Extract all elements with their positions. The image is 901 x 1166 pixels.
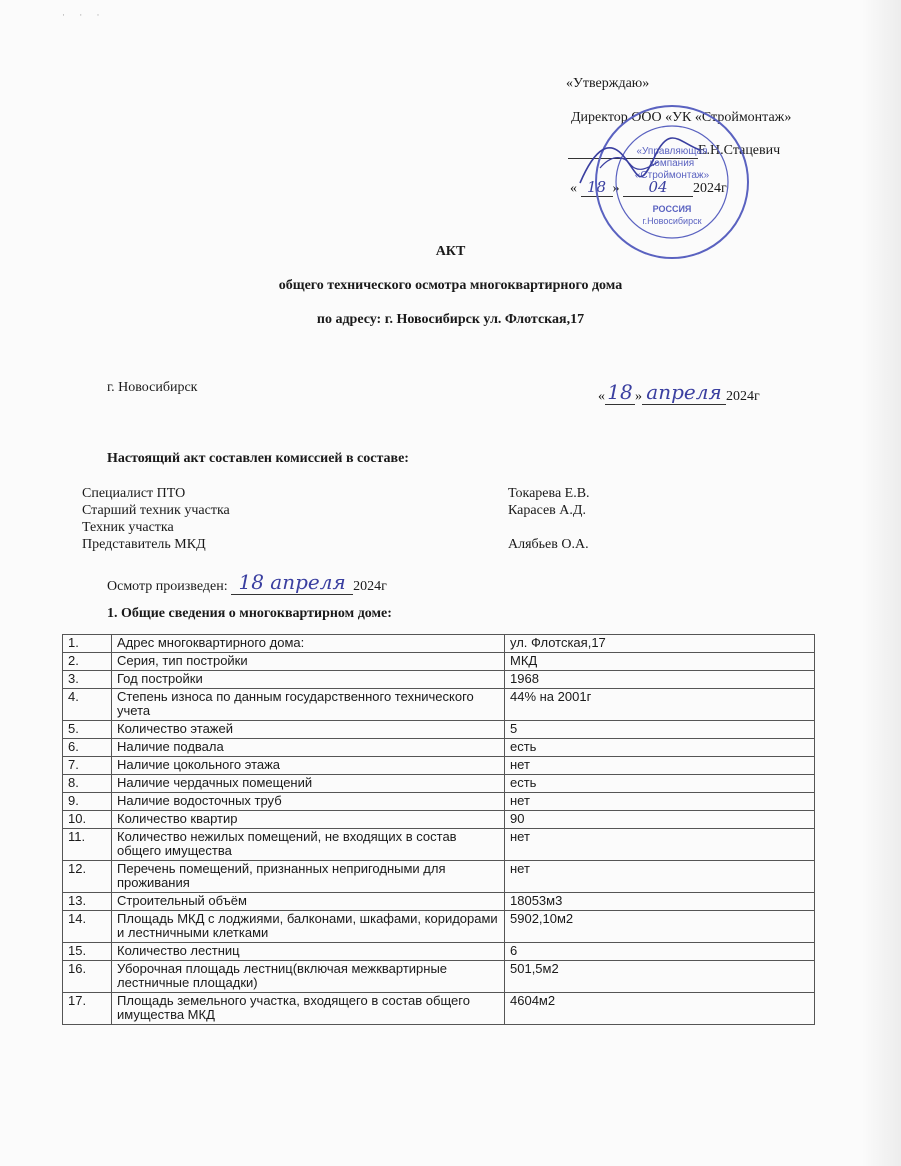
member-role-2: Старший техник участка	[82, 503, 230, 518]
table-row	[63, 775, 815, 793]
inspection-label: Осмотр произведен:	[107, 579, 228, 594]
inspection-date: 18 апреля	[231, 570, 353, 595]
table-row	[63, 689, 815, 721]
row-parameter: Количество этажей	[112, 721, 505, 739]
row-parameter: Наличие подвала	[112, 739, 505, 757]
table-row	[63, 893, 815, 911]
row-number: 3.	[63, 671, 112, 689]
table-row	[63, 671, 815, 689]
row-number: 5.	[63, 721, 112, 739]
row-value: нет	[505, 793, 815, 811]
row-number: 6.	[63, 739, 112, 757]
stamp-line2: компания	[649, 158, 695, 169]
table-row	[63, 861, 815, 893]
member-role-1: Специалист ПТО	[82, 486, 186, 501]
approval-month: 04	[623, 178, 693, 197]
row-value: есть	[505, 775, 815, 793]
table-row	[63, 653, 815, 671]
act-date	[598, 380, 760, 405]
stamp-country: РОССИЯ	[652, 204, 692, 214]
row-parameter: Количество лестниц	[112, 943, 505, 961]
member-name-4: Алябьев О.А.	[508, 537, 589, 552]
row-number: 15.	[63, 943, 112, 961]
act-address: по адресу: г. Новосибирск ул. Флотская,17	[316, 312, 585, 327]
table-row	[63, 911, 815, 943]
table-row	[63, 739, 815, 757]
approval-day: 18	[581, 178, 613, 197]
inspection-year: 2024г	[353, 579, 387, 594]
row-value: 44% на 2001г	[505, 689, 815, 721]
approval-year: 2024г	[693, 181, 727, 196]
row-value: 1968	[505, 671, 815, 689]
row-number: 7.	[63, 757, 112, 775]
act-date-day: 18	[605, 380, 635, 405]
act-title: АКТ	[435, 244, 466, 259]
table-row	[63, 943, 815, 961]
row-value: 18053м3	[505, 893, 815, 911]
member-role-4: Представитель МКД	[82, 537, 206, 552]
row-parameter: Строительный объём	[112, 893, 505, 911]
section-heading: 1. Общие сведения о многоквартирном доме:	[107, 606, 392, 621]
director-name: Е.Н.Стацевич	[698, 143, 781, 158]
row-number: 11.	[63, 829, 112, 861]
member-name-1: Токарева Е.В.	[508, 486, 590, 501]
row-number: 1.	[63, 635, 112, 653]
row-value: нет	[505, 861, 815, 893]
member-name-2: Карасев А.Д.	[508, 503, 586, 518]
row-value: 5902,10м2	[505, 911, 815, 943]
act-date-month: апреля	[642, 380, 726, 405]
scan-edge-shadow	[861, 0, 901, 1166]
row-parameter: Количество нежилых помещений, не входящих в состав общего имущества	[112, 829, 505, 861]
row-number: 13.	[63, 893, 112, 911]
act-subtitle: общего технического осмотра многоквартирного дома	[278, 278, 623, 293]
row-number: 9.	[63, 793, 112, 811]
building-info-table	[62, 634, 815, 1025]
row-value: 501,5м2	[505, 961, 815, 993]
stamp-line3: «Строймонтаж»	[634, 170, 710, 181]
act-date-year: 2024г	[726, 389, 760, 404]
table-row	[63, 721, 815, 739]
row-parameter: Перечень помещений, признанных непригодными для проживания	[112, 861, 505, 893]
row-parameter: Уборочная площадь лестниц(включая межквартирные лестничные площадки)	[112, 961, 505, 993]
row-value: 90	[505, 811, 815, 829]
row-number: 12.	[63, 861, 112, 893]
row-parameter: Серия, тип постройки	[112, 653, 505, 671]
table-row	[63, 993, 815, 1025]
stamp-line1: «Управляющая	[636, 146, 708, 157]
act-date-quote-close: »	[635, 389, 642, 404]
table-row	[63, 811, 815, 829]
row-value: МКД	[505, 653, 815, 671]
inspection-line	[107, 570, 387, 595]
row-value: 4604м2	[505, 993, 815, 1025]
act-date-quote-open: «	[598, 389, 605, 404]
row-value: 5	[505, 721, 815, 739]
row-value: ул. Флотская,17	[505, 635, 815, 653]
row-parameter: Адрес многоквартирного дома:	[112, 635, 505, 653]
director-position: Директор ООО «УК «Строймонтаж»	[571, 110, 792, 125]
row-number: 4.	[63, 689, 112, 721]
row-value: есть	[505, 739, 815, 757]
scan-artifact: · · ·	[62, 10, 106, 20]
date-quote-open: «	[570, 181, 577, 196]
date-quote-close: »	[612, 181, 620, 196]
row-number: 8.	[63, 775, 112, 793]
row-number: 10.	[63, 811, 112, 829]
commission-heading: Настоящий акт составлен комиссией в составе:	[107, 451, 409, 466]
row-parameter: Наличие цокольного этажа	[112, 757, 505, 775]
table-row	[63, 961, 815, 993]
row-number: 14.	[63, 911, 112, 943]
row-value: нет	[505, 757, 815, 775]
row-number: 2.	[63, 653, 112, 671]
director-signature	[570, 128, 710, 198]
row-parameter: Площадь земельного участка, входящего в состав общего имущества МКД	[112, 993, 505, 1025]
approve-label: «Утверждаю»	[566, 76, 650, 91]
row-value: 6	[505, 943, 815, 961]
table-row	[63, 829, 815, 861]
row-parameter: Наличие чердачных помещений	[112, 775, 505, 793]
row-parameter: Площадь МКД с лоджиями, балконами, шкафами, коридорами и лестничными клетками	[112, 911, 505, 943]
stamp-city: г.Новосибирск	[642, 216, 702, 226]
row-number: 16.	[63, 961, 112, 993]
row-parameter: Наличие водосточных труб	[112, 793, 505, 811]
row-parameter: Степень износа по данным государственного технического учета	[112, 689, 505, 721]
row-value: нет	[505, 829, 815, 861]
city-label: г. Новосибирск	[107, 380, 198, 395]
row-parameter: Количество квартир	[112, 811, 505, 829]
table-row	[63, 793, 815, 811]
row-number: 17.	[63, 993, 112, 1025]
table-row	[63, 635, 815, 653]
row-parameter: Год постройки	[112, 671, 505, 689]
table-row	[63, 757, 815, 775]
member-role-3: Техник участка	[82, 520, 174, 535]
